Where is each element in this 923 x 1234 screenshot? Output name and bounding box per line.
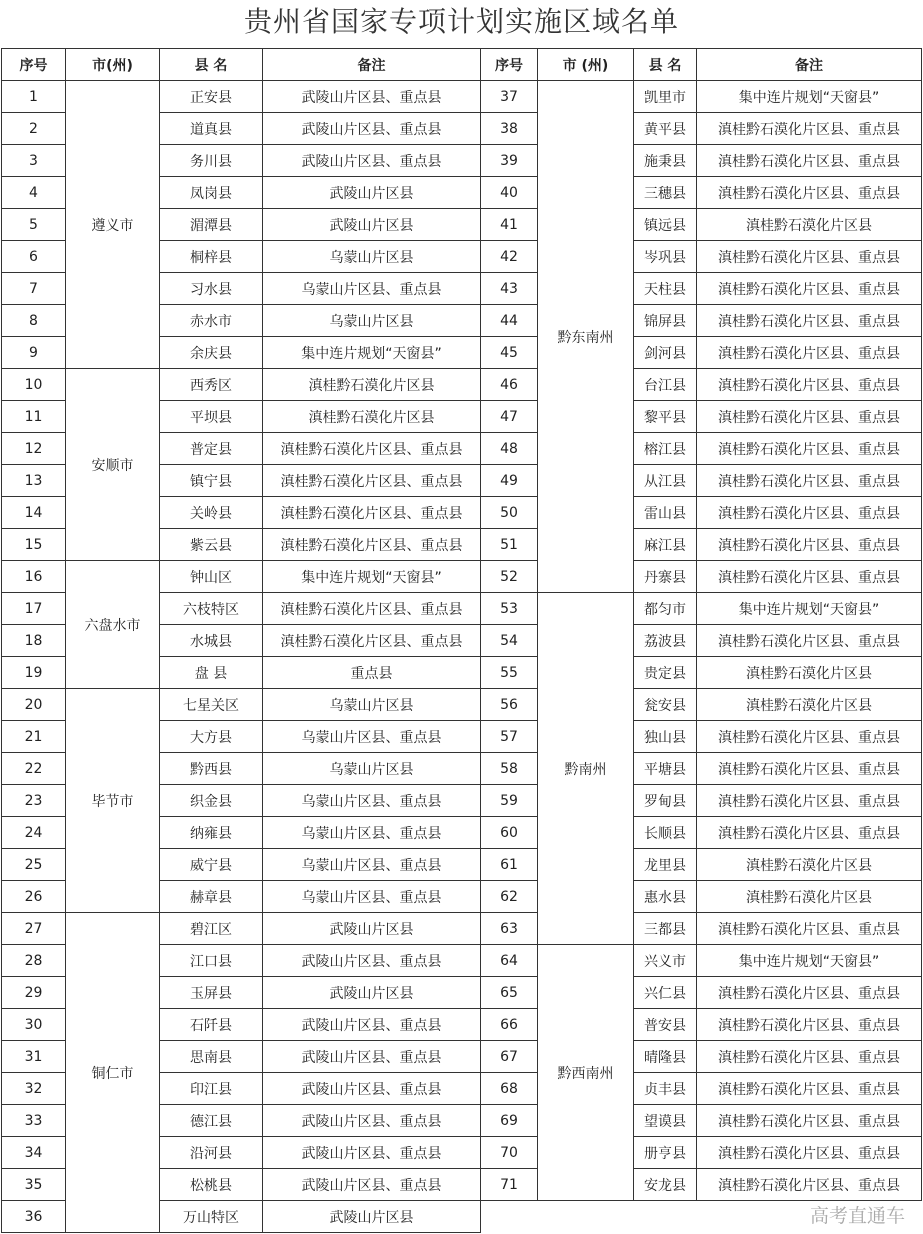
note-cell: 滇桂黔石漠化片区县、重点县 (697, 1041, 922, 1073)
city-cell: 铜仁市 (66, 913, 160, 1233)
serial-number-cell: 6 (2, 241, 66, 273)
serial-number-cell: 34 (2, 1137, 66, 1169)
note-cell: 集中连片规划“天窗县” (697, 81, 922, 113)
county-cell: 长顺县 (634, 817, 697, 849)
county-cell: 凯里市 (634, 81, 697, 113)
note-cell: 滇桂黔石漠化片区县、重点县 (697, 177, 922, 209)
note-cell: 滇桂黔石漠化片区县、重点县 (697, 785, 922, 817)
county-cell: 威宁县 (160, 849, 263, 881)
county-cell: 正安县 (160, 81, 263, 113)
table-header-row (2, 49, 481, 81)
county-cell: 麻江县 (634, 529, 697, 561)
county-cell: 普安县 (634, 1009, 697, 1041)
note-cell: 集中连片规划“天窗县” (697, 593, 922, 625)
note-cell: 乌蒙山片区县、重点县 (263, 273, 481, 305)
serial-number-cell: 30 (2, 1009, 66, 1041)
serial-number-cell: 26 (2, 881, 66, 913)
note-cell: 滇桂黔石漠化片区县 (263, 369, 481, 401)
serial-number-cell: 43 (481, 273, 538, 305)
note-cell: 滇桂黔石漠化片区县、重点县 (263, 625, 481, 657)
serial-number-cell: 32 (2, 1073, 66, 1105)
serial-number-cell: 5 (2, 209, 66, 241)
serial-number-cell: 13 (2, 465, 66, 497)
note-cell: 乌蒙山片区县、重点县 (263, 721, 481, 753)
serial-number-cell: 12 (2, 433, 66, 465)
county-cell: 六枝特区 (160, 593, 263, 625)
header-note: 备注 (263, 49, 481, 81)
serial-number-cell: 61 (481, 849, 538, 881)
note-cell: 滇桂黔石漠化片区县、重点县 (697, 1105, 922, 1137)
table-row (2, 689, 481, 721)
table-row (2, 561, 481, 593)
county-cell: 黔西县 (160, 753, 263, 785)
table-row (481, 945, 922, 977)
note-cell: 滇桂黔石漠化片区县、重点县 (263, 593, 481, 625)
county-cell: 平塘县 (634, 753, 697, 785)
note-cell: 乌蒙山片区县、重点县 (263, 817, 481, 849)
serial-number-cell: 3 (2, 145, 66, 177)
county-cell: 江口县 (160, 945, 263, 977)
serial-number-cell: 49 (481, 465, 538, 497)
county-cell: 石阡县 (160, 1009, 263, 1041)
serial-number-cell: 62 (481, 881, 538, 913)
serial-number-cell: 54 (481, 625, 538, 657)
serial-number-cell: 67 (481, 1041, 538, 1073)
county-cell: 印江县 (160, 1073, 263, 1105)
city-cell: 黔西南州 (538, 945, 634, 1201)
note-cell: 滇桂黔石漠化片区县、重点县 (263, 465, 481, 497)
note-cell: 武陵山片区县 (263, 977, 481, 1009)
county-cell: 七星关区 (160, 689, 263, 721)
county-cell: 务川县 (160, 145, 263, 177)
county-cell: 丹寨县 (634, 561, 697, 593)
county-cell: 兴义市 (634, 945, 697, 977)
county-cell: 平坝县 (160, 401, 263, 433)
county-cell: 天柱县 (634, 273, 697, 305)
note-cell: 集中连片规划“天窗县” (697, 945, 922, 977)
serial-number-cell: 20 (2, 689, 66, 721)
serial-number-cell: 42 (481, 241, 538, 273)
note-cell: 滇桂黔石漠化片区县、重点县 (697, 529, 922, 561)
serial-number-cell: 48 (481, 433, 538, 465)
note-cell: 乌蒙山片区县 (263, 305, 481, 337)
note-cell: 武陵山片区县 (263, 209, 481, 241)
county-cell: 赫章县 (160, 881, 263, 913)
note-cell: 武陵山片区县、重点县 (263, 1073, 481, 1105)
serial-number-cell: 1 (2, 81, 66, 113)
note-cell: 滇桂黔石漠化片区县、重点县 (697, 753, 922, 785)
serial-number-cell: 70 (481, 1137, 538, 1169)
note-cell: 滇桂黔石漠化片区县、重点县 (263, 497, 481, 529)
note-cell: 武陵山片区县、重点县 (263, 1105, 481, 1137)
serial-number-cell: 8 (2, 305, 66, 337)
left-region-table (1, 48, 481, 1233)
county-cell: 镇宁县 (160, 465, 263, 497)
county-cell: 安龙县 (634, 1169, 697, 1201)
note-cell: 武陵山片区县 (263, 913, 481, 945)
note-cell: 武陵山片区县、重点县 (263, 1041, 481, 1073)
right-region-table (480, 48, 922, 1201)
county-cell: 施秉县 (634, 145, 697, 177)
serial-number-cell: 41 (481, 209, 538, 241)
county-cell: 水城县 (160, 625, 263, 657)
serial-number-cell: 11 (2, 401, 66, 433)
serial-number-cell: 21 (2, 721, 66, 753)
note-cell: 滇桂黔石漠化片区县、重点县 (697, 1073, 922, 1105)
note-cell: 集中连片规划“天窗县” (263, 561, 481, 593)
table-header-row (481, 49, 922, 81)
note-cell: 滇桂黔石漠化片区县、重点县 (697, 305, 922, 337)
serial-number-cell: 69 (481, 1105, 538, 1137)
serial-number-cell: 51 (481, 529, 538, 561)
note-cell: 滇桂黔石漠化片区县、重点县 (263, 529, 481, 561)
county-cell: 关岭县 (160, 497, 263, 529)
serial-number-cell: 33 (2, 1105, 66, 1137)
header-county: 县 名 (634, 49, 697, 81)
county-cell: 黄平县 (634, 113, 697, 145)
serial-number-cell: 38 (481, 113, 538, 145)
note-cell: 乌蒙山片区县 (263, 241, 481, 273)
note-cell: 乌蒙山片区县、重点县 (263, 849, 481, 881)
serial-number-cell: 17 (2, 593, 66, 625)
note-cell: 滇桂黔石漠化片区县、重点县 (697, 1137, 922, 1169)
serial-number-cell: 50 (481, 497, 538, 529)
county-cell: 岑巩县 (634, 241, 697, 273)
note-cell: 滇桂黔石漠化片区县 (697, 209, 922, 241)
serial-number-cell: 14 (2, 497, 66, 529)
city-cell: 黔南州 (538, 593, 634, 945)
city-cell: 六盘水市 (66, 561, 160, 689)
county-cell: 纳雍县 (160, 817, 263, 849)
note-cell: 重点县 (263, 657, 481, 689)
county-cell: 独山县 (634, 721, 697, 753)
county-cell: 余庆县 (160, 337, 263, 369)
note-cell: 滇桂黔石漠化片区县、重点县 (263, 433, 481, 465)
serial-number-cell: 44 (481, 305, 538, 337)
county-cell: 松桃县 (160, 1169, 263, 1201)
serial-number-cell: 15 (2, 529, 66, 561)
note-cell: 集中连片规划“天窗县” (263, 337, 481, 369)
note-cell: 滇桂黔石漠化片区县 (697, 849, 922, 881)
county-cell: 思南县 (160, 1041, 263, 1073)
serial-number-cell: 9 (2, 337, 66, 369)
county-cell: 三穗县 (634, 177, 697, 209)
county-cell: 晴隆县 (634, 1041, 697, 1073)
note-cell: 滇桂黔石漠化片区县、重点县 (697, 817, 922, 849)
city-cell: 安顺市 (66, 369, 160, 561)
county-cell: 凤岗县 (160, 177, 263, 209)
note-cell: 乌蒙山片区县、重点县 (263, 785, 481, 817)
note-cell: 武陵山片区县、重点县 (263, 945, 481, 977)
note-cell: 滇桂黔石漠化片区县、重点县 (697, 913, 922, 945)
note-cell: 滇桂黔石漠化片区县、重点县 (697, 273, 922, 305)
county-cell: 西秀区 (160, 369, 263, 401)
serial-number-cell: 56 (481, 689, 538, 721)
county-cell: 习水县 (160, 273, 263, 305)
city-cell: 毕节市 (66, 689, 160, 913)
header-county: 县 名 (160, 49, 263, 81)
county-cell: 镇远县 (634, 209, 697, 241)
serial-number-cell: 27 (2, 913, 66, 945)
county-cell: 兴仁县 (634, 977, 697, 1009)
county-cell: 贵定县 (634, 657, 697, 689)
serial-number-cell: 23 (2, 785, 66, 817)
note-cell: 武陵山片区县、重点县 (263, 113, 481, 145)
serial-number-cell: 18 (2, 625, 66, 657)
note-cell: 滇桂黔石漠化片区县、重点县 (697, 113, 922, 145)
note-cell: 武陵山片区县、重点县 (263, 1009, 481, 1041)
serial-number-cell: 31 (2, 1041, 66, 1073)
serial-number-cell: 2 (2, 113, 66, 145)
serial-number-cell: 46 (481, 369, 538, 401)
header-serial-number: 序号 (2, 49, 66, 81)
serial-number-cell: 58 (481, 753, 538, 785)
county-cell: 盘 县 (160, 657, 263, 689)
county-cell: 钟山区 (160, 561, 263, 593)
county-cell: 锦屏县 (634, 305, 697, 337)
table-row (481, 81, 922, 113)
serial-number-cell: 28 (2, 945, 66, 977)
header-serial-number: 序号 (481, 49, 538, 81)
serial-number-cell: 57 (481, 721, 538, 753)
watermark: 高考直通车 (809, 1205, 905, 1227)
serial-number-cell: 65 (481, 977, 538, 1009)
serial-number-cell: 7 (2, 273, 66, 305)
note-cell: 滇桂黔石漠化片区县、重点县 (697, 369, 922, 401)
serial-number-cell: 24 (2, 817, 66, 849)
serial-number-cell: 36 (2, 1201, 66, 1233)
county-cell: 剑河县 (634, 337, 697, 369)
table-row (2, 81, 481, 113)
serial-number-cell: 35 (2, 1169, 66, 1201)
note-cell: 滇桂黔石漠化片区县、重点县 (697, 433, 922, 465)
note-cell: 滇桂黔石漠化片区县、重点县 (697, 465, 922, 497)
serial-number-cell: 25 (2, 849, 66, 881)
note-cell: 乌蒙山片区县、重点县 (263, 881, 481, 913)
note-cell: 滇桂黔石漠化片区县、重点县 (697, 977, 922, 1009)
city-cell: 遵义市 (66, 81, 160, 369)
county-cell: 大方县 (160, 721, 263, 753)
note-cell: 滇桂黔石漠化片区县、重点县 (697, 625, 922, 657)
serial-number-cell: 52 (481, 561, 538, 593)
page-title: 贵州省国家专项计划实施区域名单 (243, 5, 679, 38)
note-cell: 乌蒙山片区县 (263, 753, 481, 785)
county-cell: 桐梓县 (160, 241, 263, 273)
table-row (481, 593, 922, 625)
county-cell: 瓮安县 (634, 689, 697, 721)
note-cell: 滇桂黔石漠化片区县、重点县 (697, 1169, 922, 1201)
serial-number-cell: 39 (481, 145, 538, 177)
note-cell: 滇桂黔石漠化片区县、重点县 (697, 145, 922, 177)
county-cell: 黎平县 (634, 401, 697, 433)
county-cell: 荔波县 (634, 625, 697, 657)
serial-number-cell: 19 (2, 657, 66, 689)
note-cell: 滇桂黔石漠化片区县、重点县 (697, 337, 922, 369)
county-cell: 册亨县 (634, 1137, 697, 1169)
note-cell: 滇桂黔石漠化片区县 (263, 401, 481, 433)
county-cell: 罗甸县 (634, 785, 697, 817)
serial-number-cell: 66 (481, 1009, 538, 1041)
note-cell: 武陵山片区县、重点县 (263, 1169, 481, 1201)
county-cell: 碧江区 (160, 913, 263, 945)
note-cell: 滇桂黔石漠化片区县、重点县 (697, 561, 922, 593)
note-cell: 武陵山片区县 (263, 177, 481, 209)
county-cell: 榕江县 (634, 433, 697, 465)
note-cell: 滇桂黔石漠化片区县、重点县 (697, 721, 922, 753)
note-cell: 滇桂黔石漠化片区县 (697, 689, 922, 721)
county-cell: 惠水县 (634, 881, 697, 913)
county-cell: 雷山县 (634, 497, 697, 529)
note-cell: 滇桂黔石漠化片区县、重点县 (697, 401, 922, 433)
serial-number-cell: 68 (481, 1073, 538, 1105)
serial-number-cell: 59 (481, 785, 538, 817)
county-cell: 贞丰县 (634, 1073, 697, 1105)
serial-number-cell: 10 (2, 369, 66, 401)
serial-number-cell: 4 (2, 177, 66, 209)
county-cell: 台江县 (634, 369, 697, 401)
note-cell: 滇桂黔石漠化片区县、重点县 (697, 1009, 922, 1041)
note-cell: 武陵山片区县、重点县 (263, 1137, 481, 1169)
serial-number-cell: 60 (481, 817, 538, 849)
county-cell: 三都县 (634, 913, 697, 945)
note-cell: 武陵山片区县 (263, 1201, 481, 1233)
county-cell: 万山特区 (160, 1201, 263, 1233)
note-cell: 滇桂黔石漠化片区县、重点县 (697, 241, 922, 273)
note-cell: 乌蒙山片区县 (263, 689, 481, 721)
serial-number-cell: 45 (481, 337, 538, 369)
serial-number-cell: 63 (481, 913, 538, 945)
county-cell: 紫云县 (160, 529, 263, 561)
serial-number-cell: 47 (481, 401, 538, 433)
serial-number-cell: 40 (481, 177, 538, 209)
serial-number-cell: 71 (481, 1169, 538, 1201)
table-row (2, 913, 481, 945)
serial-number-cell: 29 (2, 977, 66, 1009)
serial-number-cell: 64 (481, 945, 538, 977)
serial-number-cell: 37 (481, 81, 538, 113)
note-cell: 武陵山片区县、重点县 (263, 81, 481, 113)
county-cell: 从江县 (634, 465, 697, 497)
county-cell: 沿河县 (160, 1137, 263, 1169)
note-cell: 滇桂黔石漠化片区县、重点县 (697, 497, 922, 529)
header-city: 市 (州) (538, 49, 634, 81)
county-cell: 道真县 (160, 113, 263, 145)
note-cell: 武陵山片区县、重点县 (263, 145, 481, 177)
county-cell: 玉屏县 (160, 977, 263, 1009)
county-cell: 龙里县 (634, 849, 697, 881)
city-cell: 黔东南州 (538, 81, 634, 593)
county-cell: 湄潭县 (160, 209, 263, 241)
county-cell: 织金县 (160, 785, 263, 817)
serial-number-cell: 16 (2, 561, 66, 593)
note-cell: 滇桂黔石漠化片区县 (697, 881, 922, 913)
note-cell: 滇桂黔石漠化片区县 (697, 657, 922, 689)
county-cell: 都匀市 (634, 593, 697, 625)
county-cell: 赤水市 (160, 305, 263, 337)
header-note: 备注 (697, 49, 922, 81)
serial-number-cell: 55 (481, 657, 538, 689)
table-row (2, 369, 481, 401)
county-cell: 望谟县 (634, 1105, 697, 1137)
county-cell: 普定县 (160, 433, 263, 465)
serial-number-cell: 53 (481, 593, 538, 625)
header-city: 市(州) (66, 49, 160, 81)
serial-number-cell: 22 (2, 753, 66, 785)
county-cell: 德江县 (160, 1105, 263, 1137)
